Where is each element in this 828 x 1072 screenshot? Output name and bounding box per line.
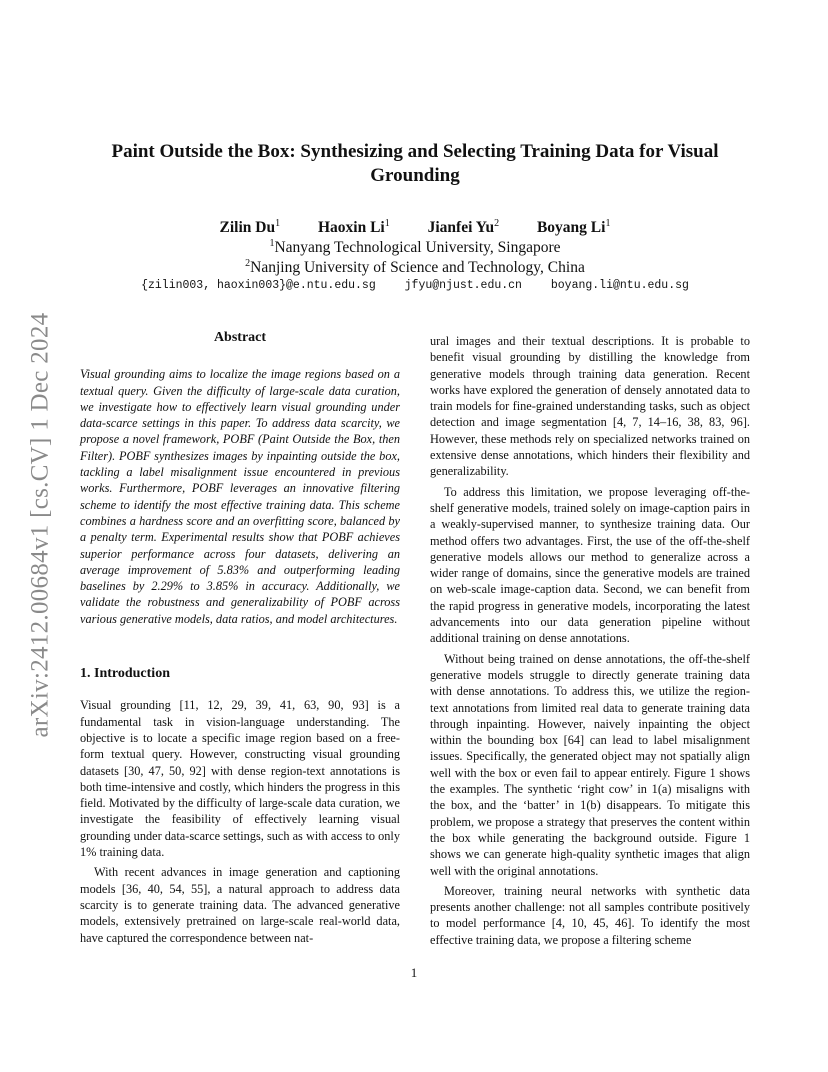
affiliation	[80, 238, 750, 257]
body-paragraph: ural images and their textual descriptions. It is probable to benefit visual grounding by distilling the knowledge from generative models through training data generation. Recent works have explored the generation of densely annotated data to train models for fine-grained understanding tasks, such as object detection and image segmentation [4, 7, 14–16, 38, 83, 96]. However, these methods rely on specialized networks trained on extensive dense annotations, which hinders their flexibility and generalizability.	[430, 334, 750, 479]
author-affil-marker: 2	[494, 218, 500, 229]
page-number: 1	[410, 965, 418, 980]
author	[220, 218, 281, 237]
author-name: Boyang Li	[536, 219, 606, 237]
author-affil-marker: 1	[384, 218, 390, 229]
left-column	[80, 330, 400, 946]
body-paragraph: To address this limitation, we propose leveraging off-the-shelf generative models, trained solely on image-caption pairs in a weakly-supervised manner, to synthesize training data. Our method offers two advantages. First, the use of the off-the-shelf generative models allows our method to generalize across a wider range of domains, since the generative models are trained on web-scale image-caption data. Second, we can benefit from the rapid progress in generative models, incorporating the latest advancements into our data generation pipeline without additional training on dense annotations.	[430, 484, 750, 646]
email-address: boyang.li@ntu.edu.sg	[550, 279, 689, 292]
author-list	[80, 218, 750, 237]
email-list	[80, 279, 750, 292]
right-column	[430, 333, 750, 948]
affiliation-marker: 1	[269, 238, 275, 249]
affiliation-name: Nanyang Technological University, Singapore	[274, 239, 561, 257]
author-affil-marker: 1	[275, 218, 281, 229]
abstract-heading: Abstract	[213, 330, 267, 345]
affiliation-marker: 2	[245, 258, 251, 269]
email-address: jfyu@njust.edu.cn	[404, 279, 522, 292]
introduction-heading: 1. Introduction	[80, 666, 170, 682]
body-paragraph: Moreover, training neural networks with synthetic data presents another challenge: not all samples contribute positively to model performance [4, 10, 45, 46]. To identify the most effective training data, we propose a filtering scheme	[430, 883, 750, 947]
arxiv-identifier-stamp	[20, 285, 60, 765]
paper-title: Paint Outside the Box: Synthesizing and Selecting Training Data for Visual Grounding	[111, 141, 719, 186]
body-paragraph: Without being trained on dense annotations, the off-the-shelf generative models struggle to directly generate training data with dense annotations. To address this, we utilize the region-text annotations from limited real data to generate training data through inpainting. However, naively inpainting the object within the bounding box [64] can lead to label misalignment issues. Specifically, the generated object may not spatially align well with the box or even fail to appear entirely. Figure 1 shows the examples. The synthetic ‘right cow’ in 1(a) misaligns with the box, and the ‘batter’ in 1(b) disappears. To mitigate this problem, we propose a strategy that preserves the content within the box while generating the background outside. Figure 1 shows we can generate high-quality synthetic images that align well with the original annotations.	[430, 651, 750, 878]
author	[318, 218, 390, 237]
arxiv-identifier-text: arXiv:2412.00684v1 [cs.CV] 1 Dec 2024	[26, 312, 54, 738]
affiliation	[80, 258, 750, 277]
affiliation-name: Nanjing University of Science and Technology, China	[250, 259, 585, 277]
abstract-text: Visual grounding aims to localize the image regions based on a textual query. Given the difficulty of large-scale data curation, we investigate how to effectively learn visual grounding under data-scarce settings in this paper. To address data scarcity, we propose a novel framework, POBF (Paint Outside the Box, then Filter). POBF synthesizes images by inpainting outside the box, tackling a label misalignment issue encountered in previous works. Furthermore, POBF leverages an innovative filtering scheme to identify the most effective training data. This scheme combines a hardness score and an overfitting score, balanced by a penalty term. Experimental results show that POBF achieves superior performance across four datasets, delivering an average improvement of 5.83% and outperforming leading baselines by 2.29% to 3.85% in accuracy. Additionally, we validate the robustness and generalizability of POBF across various generative models, data ratios, and model architectures.	[80, 367, 400, 626]
body-paragraph: With recent advances in image generation and captioning models [36, 40, 54, 55], a natural approach to address data scarcity is to generate training data. The advanced generative models, extensively pretrained on large-scale real-world data, have captured the correspondence between nat-	[80, 865, 400, 945]
author-name: Jianfei Yu	[427, 219, 495, 237]
body-paragraph: Visual grounding [11, 12, 29, 39, 41, 63, 90, 93] is a fundamental task in vision-language understanding. The objective is to locate a specific image region based on a free-form textual query. However, constructing visual grounding datasets [30, 47, 50, 92] with dense region-text annotations is both time-intensive and costly, which hinders the progress in this field. Motivated by the difficulty of large-scale data curation, we investigate the feasibility of effectively learning visual grounding under data-scarce settings, such as with access to only 1% training data.	[80, 698, 400, 860]
author-affil-marker: 1	[605, 218, 611, 229]
email-address: {zilin003, haoxin003}@e.ntu.edu.sg	[141, 279, 376, 292]
author	[537, 218, 610, 237]
author-name: Zilin Du	[219, 219, 276, 237]
author-name: Haoxin Li	[317, 219, 385, 237]
author	[428, 218, 499, 237]
